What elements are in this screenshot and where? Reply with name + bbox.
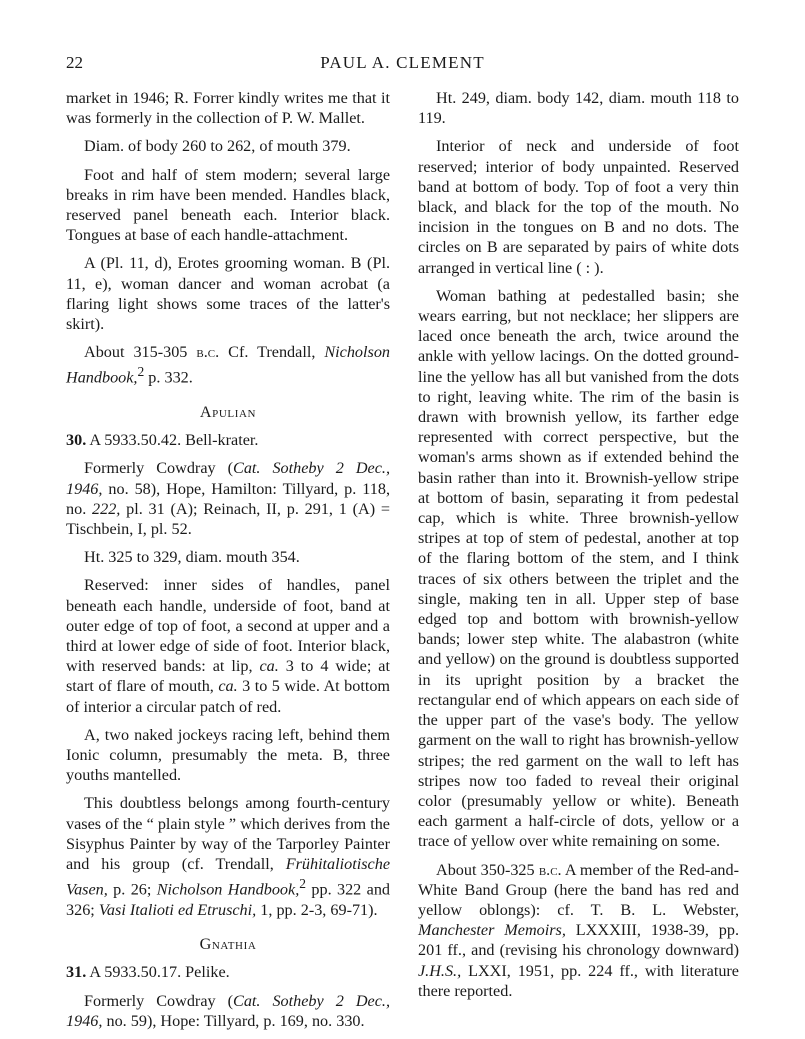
paragraph-measurements-31: Ht. 249, diam. body 142, diam. mouth 118 to 119. [418,89,739,128]
text-run: pp. 322 and 326; [66,880,391,919]
paragraph-provenance-continued: market in 1946; R. Forrer kindly writes me that it was formerly in the collection of P. W. Mallet. [66,89,390,128]
citation-title: Nicholson Handbook, [66,343,391,387]
running-head: PAUL A. CLEMENT [320,53,485,72]
text-run: no. 58), Hope, Hamilton: Tillyard, p. 118, no. [66,479,390,518]
paragraph-description: A (Pl. 11, d), Erotes grooming woman. B (Pl. 11, e), woman dancer and woman acrobat (a flaring light shows some traces of the latter's skirt). [66,254,390,334]
bc-abbrev: b.c. [196,343,220,362]
section-heading-gnathia: Gnathia [199,935,257,954]
text-run: no. 59), Hope: Tillyard, p. 169, no. 330. [102,1011,365,1030]
right-column [418,88,739,1009]
catalogue-entry-31 [66,962,390,982]
citation-title: Cat. Sotheby 2 Dec., 1946, [66,459,390,498]
edition-superscript: 2 [137,364,145,380]
text-run: 1, pp. 2-3, 69-71). [256,900,378,919]
text-run: LXXXIII, 1938-39, pp. 201 ff., and (revising his chronology downward) [418,921,739,960]
citation-title: Vasi Italioti ed Etruschi, [98,900,257,919]
text-run: This doubtless belongs among fourth-century vases of the “ plain style ” which derives from the Sisyphus Painter by way of the Tarporley Painter and his group (cf. Trendall, [66,794,390,874]
left-column [66,88,390,1039]
page-number: 22 [66,53,83,72]
section-heading-apulian: Apulian [199,403,257,422]
entry-title: A 5933.50.42. Bell-krater. [86,431,259,450]
paragraph-attribution [66,793,390,920]
catalogue-entry-30 [66,430,390,450]
text-run: 3 to 5 wide. At bottom of interior a circular patch of red. [66,677,391,716]
entry-title: A 5933.50.17. Pelike. [86,963,230,982]
text-run: LXXI, 1951, pp. 224 ff., with literature there reported. [418,961,739,1000]
text-run: A member of the Red-and-White Band Group (here the band has red and yellow oblongs): cf. T. B. L. Webster, [418,860,739,919]
edition-superscript: 2 [299,876,307,892]
citation-number: 222, [92,499,121,518]
paragraph-interior: Interior of neck and underside of foot reserved; interior of body unpainted. Reserved band at bottom of body. Top of foot a very thin black, and black for the top of the mouth. No incision in the tongues on B and no dots. The circles on B are separated by pairs of white dots arranged in vertical line ( : ). [418,137,739,277]
paragraph-reserved [66,575,390,716]
entry-number: 31. [66,963,87,982]
citation-title: Cat. Sotheby 2 Dec., 1946, [66,991,390,1030]
text-run: Formerly Cowdray ( [84,459,234,478]
entry-number: 30. [66,431,87,450]
citation-title: J.H.S., [418,961,462,980]
citation-title: Frühitaliotische Vasen, [66,855,390,899]
paragraph-provenance-31 [66,991,390,1031]
text-run: Reserved: inner sides of handles, panel beneath each handle, underside of foot, band at outer edge of top of foot, a second at upper and a third at lower edge of side of foot. Interior black, with reserved bands: at lip, [66,576,390,676]
paragraph-provenance [66,458,390,539]
text-run: About 350-325 [436,860,539,879]
circa-abbrev: ca. [218,677,238,696]
paragraph-diameter: Diam. of body 260 to 262, of mouth 379. [84,137,351,156]
text-run: p. 26; [107,880,157,899]
citation-title: Nicholson Handbook, [156,880,300,899]
text-run: Formerly Cowdray ( [84,991,234,1010]
bc-abbrev: b.c. [538,860,562,879]
paragraph-scene: A, two naked jockeys racing left, behind them Ionic column, presumably the meta. B, three youths mantelled. [66,725,390,785]
paragraph-scene-31: Woman bathing at pedestalled basin; she wears earring, but not necklace; her slippers are laced once beneath the arch, twice around the ankle with yellow lacings. On the dotted ground-line the yellow has all but vanished from the dots to right, leaving white. The rim of the basin is drawn with brownish yellow, its farther edge represented with correct perspective, but the woman's arms shown as if extended behind the basin rather than into it. Brownish-yellow stripe at bottom of basin, separating it from pedestal cap, which is white. Three brownish-yellow stripes at top of stem of pedestal, another at top of the flaring bottom of the stem, and I think traces of six others between the triplet and the single, making ten in all. Upper step of base edged top and bottom with brownish-yellow bands; lower step white. The alabastron (white and yellow) on the ground is doubtless supported in its upright position by a bracket the rectangular end of which appears on each side of the upper part of the vase's body. The yellow garment on the wall to right has brownish-yellow stripes; the red garment on the wall to left has stripes now too faded to reveal their original color (presumably yellow or white). Beneath each garment a half-circle of dots, yellow or a trace of yellow over white remaining on some. [418,286,739,851]
paragraph-measurements: Ht. 325 to 329, diam. mouth 354. [84,548,300,567]
text-run: p. 332. [144,368,193,387]
circa-abbrev: ca. [259,657,279,676]
text-run: 3 to 4 wide; at start of flare of mouth, [66,657,390,696]
page-header [66,53,739,77]
text-run: Cf. Trendall, [219,343,325,362]
paragraph-dating [66,342,390,388]
text-run: pl. 31 (A); Reinach, II, p. 291, 1 (A) = Tischbein, I, pl. 52. [66,499,390,539]
text-run: About 315-305 [84,343,197,362]
citation-title: Manchester Memoirs, [418,921,566,940]
paragraph-condition: Foot and half of stem modern; several large breaks in rim have been mended. Handles black, reserved panel beneath each. Interior black. Tongues at base of each handle-attachment. [66,165,390,245]
paragraph-dating-31 [418,860,739,1001]
